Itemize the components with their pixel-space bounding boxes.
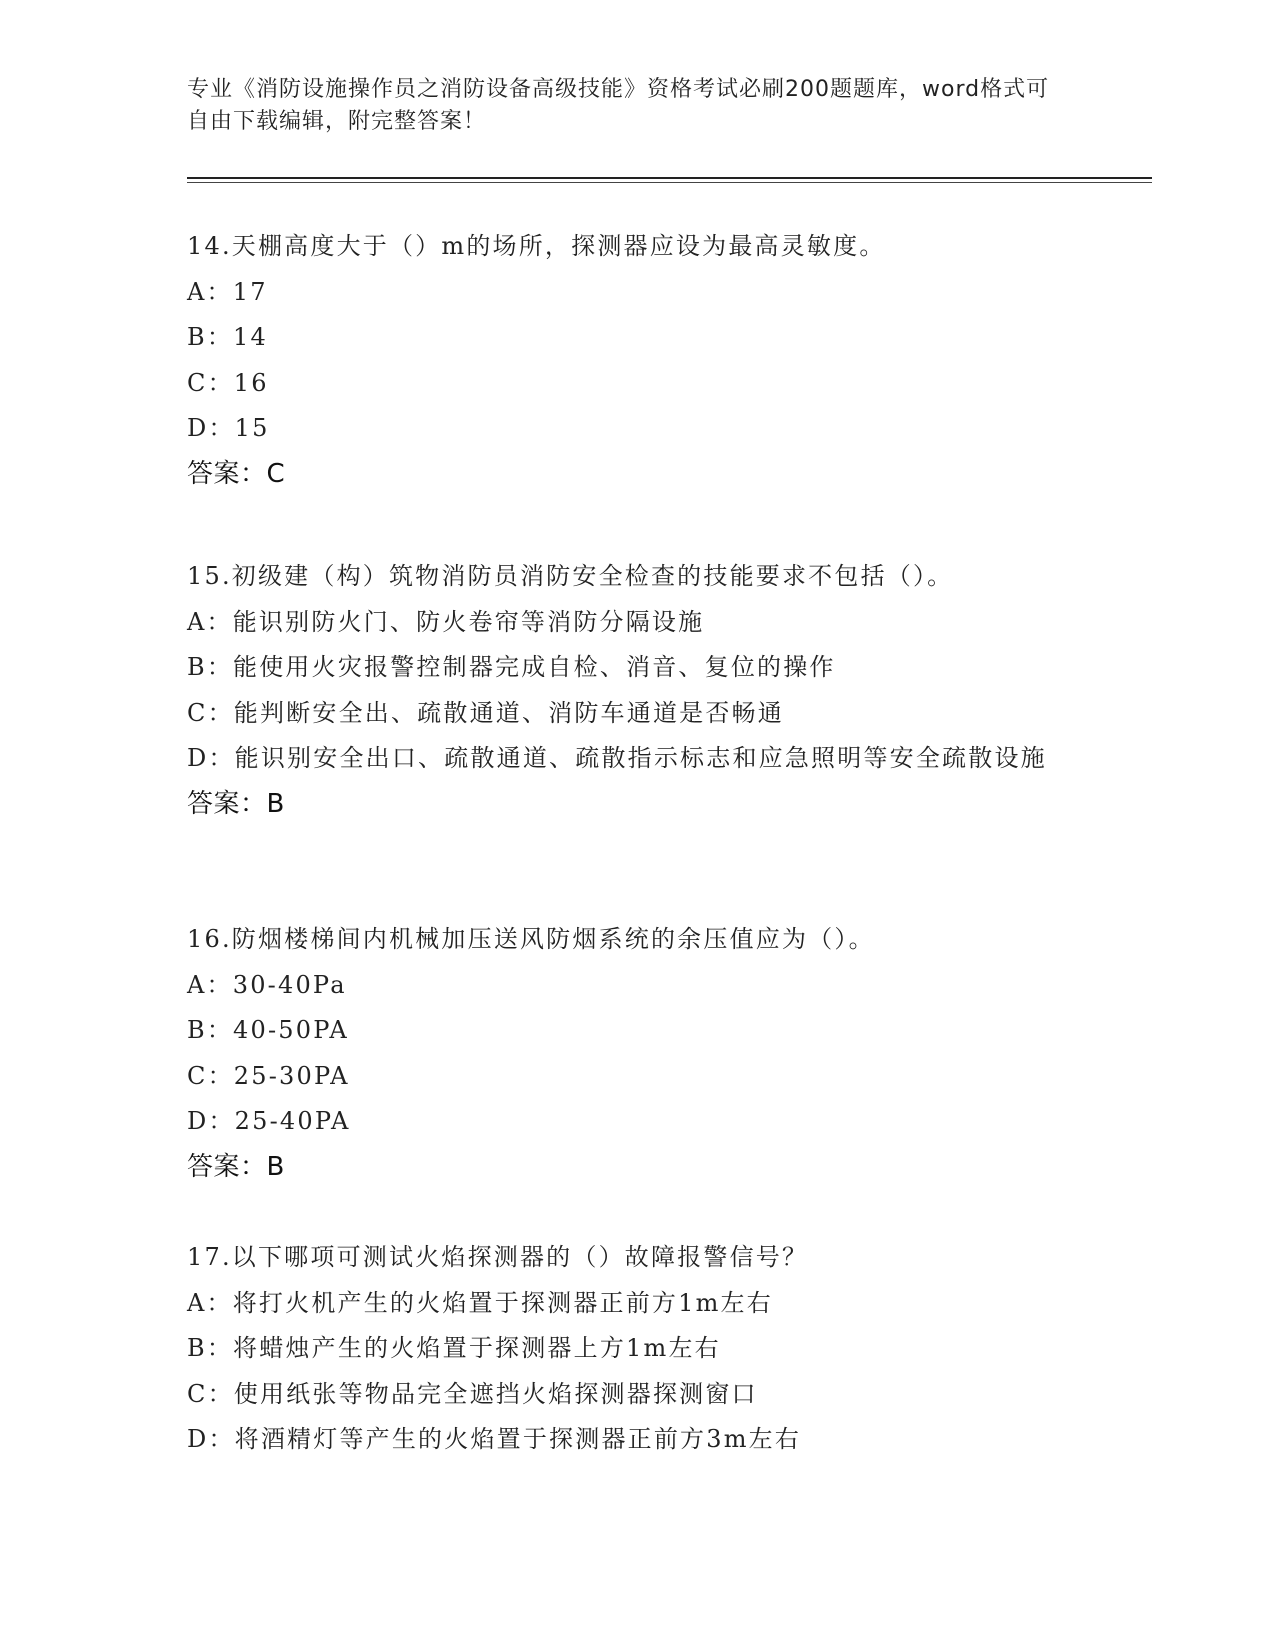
option-b: B：能使用火灾报警控制器完成自检、消音、复位的操作 bbox=[187, 653, 836, 681]
option-a: A：将打火机产生的火焰置于探测器正前方1m左右 bbox=[187, 1288, 773, 1317]
header-divider-thin bbox=[187, 182, 1152, 183]
question-16 bbox=[187, 917, 1087, 1190]
option-b: B：14 bbox=[187, 323, 268, 351]
option-b: B：40-50PA bbox=[187, 1016, 349, 1044]
question-stem: 17.以下哪项可测试火焰探测器的（）故障报警信号？ bbox=[187, 1243, 809, 1271]
question-15 bbox=[187, 554, 1087, 827]
question-stem: 16.防烟楼梯间内机械加压送风防烟系统的余压值应为（）。 bbox=[187, 925, 875, 953]
option-c: C：16 bbox=[187, 368, 269, 397]
option-a: A：能识别防火门、防火卷帘等消防分隔设施 bbox=[187, 607, 705, 636]
option-b: B：将蜡烛产生的火焰置于探测器上方1m左右 bbox=[187, 1334, 721, 1362]
option-d: D：将酒精灯等产生的火焰置于探测器正前方3m左右 bbox=[187, 1425, 802, 1453]
question-stem: 15.初级建（构）筑物消防员消防安全检查的技能要求不包括（）。 bbox=[187, 562, 954, 590]
answer-label: 答案：B bbox=[187, 788, 285, 819]
option-c: C：25-30PA bbox=[187, 1061, 350, 1090]
question-17 bbox=[187, 1235, 1087, 1463]
option-d: D：25-40PA bbox=[187, 1107, 351, 1135]
option-c: C：使用纸张等物品完全遮挡火焰探测器探测窗口 bbox=[187, 1379, 758, 1408]
answer-label: 答案：B bbox=[187, 1151, 285, 1182]
answer-label: 答案：C bbox=[187, 458, 286, 489]
option-d: D：15 bbox=[187, 414, 270, 442]
option-d: D：能识别安全出口、疏散通道、疏散指示标志和应急照明等安全疏散设施 bbox=[187, 744, 1047, 772]
header-divider bbox=[187, 177, 1152, 179]
option-a: A：30-40Pa bbox=[187, 970, 347, 999]
question-stem: 14.天棚高度大于（）m的场所，探测器应设为最高灵敏度。 bbox=[187, 232, 886, 260]
option-a: A：17 bbox=[187, 277, 268, 306]
option-c: C：能判断安全出、疏散通道、消防车通道是否畅通 bbox=[187, 698, 784, 727]
document-header: 专业《消防设施操作员之消防设备高级技能》资格考试必刷200题题库，word格式可自由下载编辑，附完整答案！ bbox=[187, 77, 1050, 134]
question-14 bbox=[187, 224, 1087, 497]
